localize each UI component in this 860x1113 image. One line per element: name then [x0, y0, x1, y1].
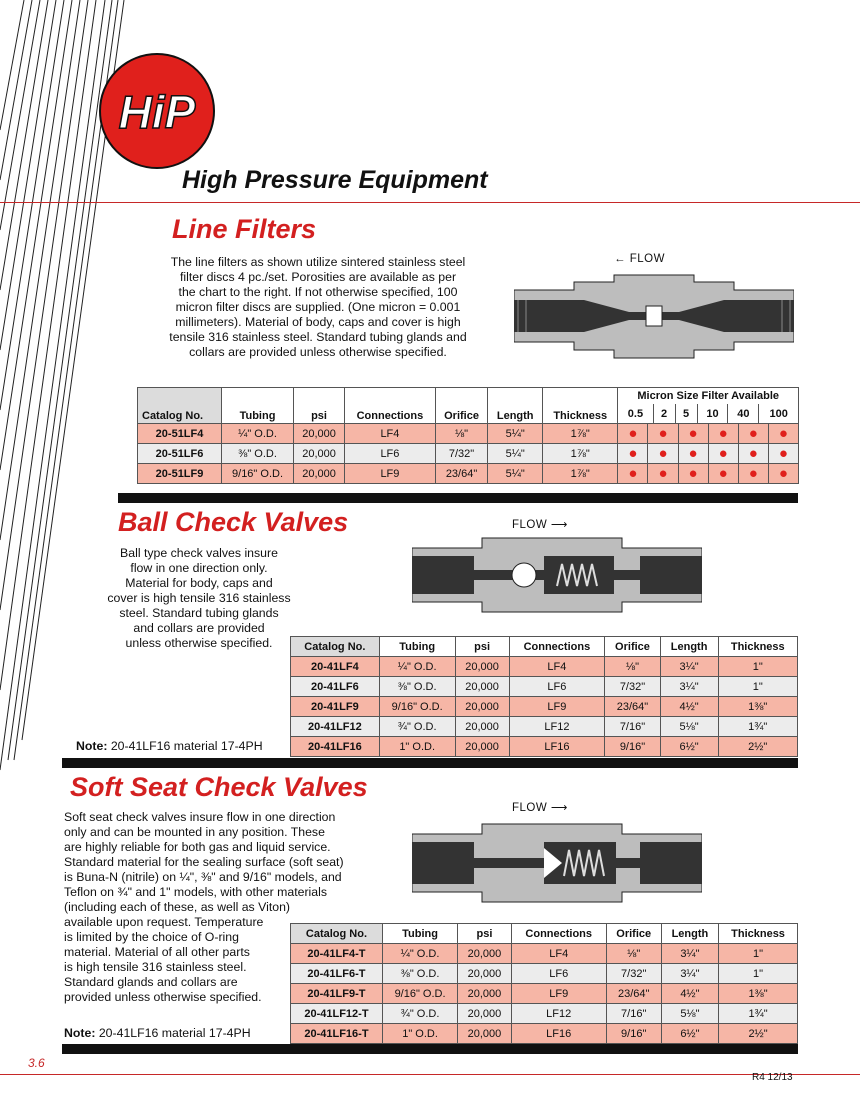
table-row: 20-41LF16-T 1" O.D. 20,000 LF16 9/16" 6½" 2½"	[291, 1024, 798, 1044]
ball-check-description: Ball type check valves insure flow in one direction only. Material for body, caps and cover is high tensile 316 stainless steel. Standard tubing glands and collars are provided unless otherwise specified.	[107, 546, 291, 650]
section-divider	[118, 493, 798, 503]
line-filter-flow-label: ← FLOW	[614, 253, 665, 265]
table-row: 20-41LF16 1" O.D. 20,000 LF16 9/16" 6½" 2½"	[291, 737, 798, 757]
table-row: 20-41LF6-T ⅜" O.D. 20,000 LF6 7/32" 3¼" 1"	[291, 964, 798, 984]
ball-check-title: Ball Check Valves	[118, 507, 349, 537]
ball-check-flow-label: FLOW ⟶	[512, 519, 568, 531]
soft-seat-diagram	[412, 822, 702, 906]
line-filter-diagram	[514, 270, 794, 365]
line-filters-table: Catalog No. Tubing psi Connections Orifice Length Thickness Micron Size Filter Available 0.5 2 5 10 40 100 20-51LF4 ¼" O.D. 20,000 LF4 ⅛" 5¼" 1⅞" ● ● ● ● ● ● 20-51LF6 ⅜" O.D. 20,000 LF6 7/32" 5¼" 1⅞" ● ● ● ● ● ● 20-51LF9 9/16" O.D. 20,000 LF9 23/64" 5¼" 1⅞" ● ● ● ● ● ●	[137, 387, 799, 484]
table-row: 20-41LF4-T ¼" O.D. 20,000 LF4 ⅛" 3¼" 1"	[291, 944, 798, 964]
revision-label: R4 12/13	[752, 1072, 793, 1083]
soft-seat-flow-label: FLOW ⟶	[512, 802, 568, 814]
table-row: 20-41LF4 ¼" O.D. 20,000 LF4 ⅛" 3¼" 1"	[291, 657, 798, 677]
soft-seat-title: Soft Seat Check Valves	[70, 772, 368, 802]
table-row: 20-51LF4 ¼" O.D. 20,000 LF4 ⅛" 5¼" 1⅞" ● ● ● ● ● ●	[138, 424, 799, 444]
table-row: 20-41LF6 ⅜" O.D. 20,000 LF6 7/32" 3¼" 1"	[291, 677, 798, 697]
logo-text: HiP	[118, 86, 196, 138]
hip-logo	[98, 52, 216, 170]
header-divider	[0, 202, 860, 203]
page-title: High Pressure Equipment	[182, 166, 488, 194]
section-divider	[62, 1044, 798, 1054]
page-number: 3.6	[28, 1056, 45, 1070]
ball-check-table: Catalog No. Tubing psi Connections Orifice Length Thickness 20-41LF4 ¼" O.D. 20,000 LF4 ⅛" 3¼" 1" 20-41LF6 ⅜" O.D. 20,000 LF6 7/32" 3¼" 1" 20-41LF9 9/16" O.D. 20,000 LF9 23/64" 4½" 1⅜" 20-41LF12 ¾" O.D. 20,000 LF12 7/16" 5⅛" 1¾" 20-41LF16 1" O.D. 20,000 LF16 9/16" 6½" 2½"	[290, 636, 798, 757]
section-divider	[62, 758, 798, 768]
footer-divider	[0, 1074, 860, 1075]
line-filters-title: Line Filters	[172, 214, 317, 244]
ball-check-diagram	[412, 534, 702, 616]
table-row: 20-41LF12-T ¾" O.D. 20,000 LF12 7/16" 5⅛" 1¾"	[291, 1004, 798, 1024]
table-row: 20-41LF9-T 9/16" O.D. 20,000 LF9 23/64" 4½" 1⅜"	[291, 984, 798, 1004]
table-row: 20-41LF9 9/16" O.D. 20,000 LF9 23/64" 4½" 1⅜"	[291, 697, 798, 717]
table-row: 20-51LF9 9/16" O.D. 20,000 LF9 23/64" 5¼" 1⅞" ● ● ● ● ● ●	[138, 464, 799, 484]
soft-seat-note: Note: 20-41LF16 material 17-4PH	[64, 1026, 251, 1040]
line-filters-description: The line filters as shown utilize sintered stainless steel filter discs 4 pc./set. Porosities are available as per the chart to the right. If not otherwise specified, 100 micron filter discs are supplied. (One micron = 0.001 millimeters). Material of body, caps and cover is high tensile 316 stainless steel. Standard tubing glands and collars are provided unless otherwise specified.	[169, 255, 467, 359]
soft-seat-description: Soft seat check valves insure flow in one direction only and can be mounted in any position. These are highly reliable for both gas and liquid service. Standard material for the sealing surface (soft seat) is Buna-N (nitrile) on ¼", ⅜" and 9/16" models, and Teflon on ¾" and 1" models, with other materials (including each of these, as well as Viton) available upon request. Temperature is limited by the choice of O-ring material. Material of all other parts is high tensile 316 stainless steel. Standard glands and collars are provided unless otherwise specified.	[64, 810, 344, 1004]
table-row: 20-41LF12 ¾" O.D. 20,000 LF12 7/16" 5⅛" 1¾"	[291, 717, 798, 737]
soft-seat-table: Catalog No. Tubing psi Connections Orifice Length Thickness 20-41LF4-T ¼" O.D. 20,000 LF4 ⅛" 3¼" 1" 20-41LF6-T ⅜" O.D. 20,000 LF6 7/32" 3¼" 1" 20-41LF9-T 9/16" O.D. 20,000 LF9 23/64" 4½" 1⅜" 20-41LF12-T ¾" O.D. 20,000 LF12 7/16" 5⅛" 1¾" 20-41LF16-T 1" O.D. 20,000 LF16 9/16" 6½" 2½"	[290, 923, 798, 1044]
ball-check-note: Note: 20-41LF16 material 17-4PH	[76, 739, 263, 753]
table-row: 20-51LF6 ⅜" O.D. 20,000 LF6 7/32" 5¼" 1⅞" ● ● ● ● ● ●	[138, 444, 799, 464]
